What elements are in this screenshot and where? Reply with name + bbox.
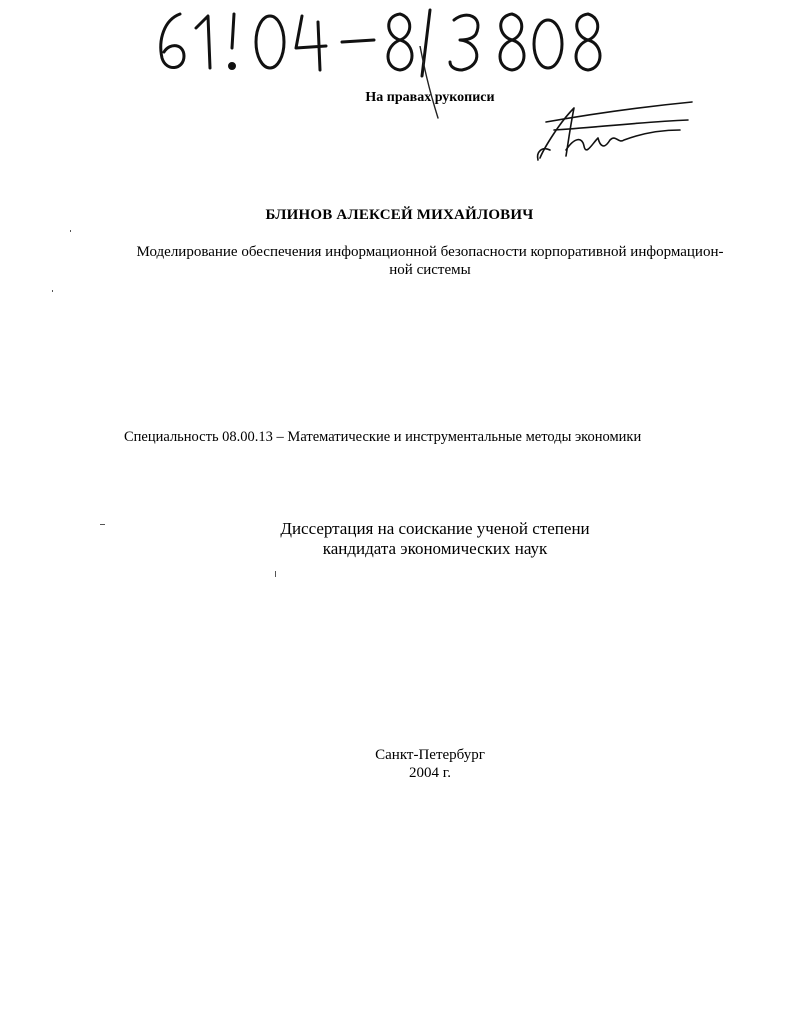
scan-speck	[275, 571, 276, 577]
author-signature	[530, 100, 695, 164]
city-name: Санкт-Петербург	[375, 747, 485, 763]
place-and-year	[300, 746, 560, 782]
author-name: БЛИНОВ АЛЕКСЕЙ МИХАЙЛОВИЧ	[265, 207, 534, 223]
scan-speck	[100, 524, 105, 525]
degree-line-1: Диссертация на соискание ученой степени	[280, 519, 590, 538]
thesis-title	[120, 243, 740, 279]
year: 2004 г.	[409, 765, 451, 781]
specialty-line: Специальность 08.00.13 – Математические и инструментальные методы экономики	[124, 429, 642, 445]
handwritten-archive-code	[150, 6, 610, 78]
degree-statement	[200, 519, 670, 559]
rights-notice: На правах рукописи	[365, 90, 495, 105]
thesis-title-line-2: ной системы	[389, 262, 471, 278]
scan-speck	[52, 290, 53, 292]
pen-stroke-line	[418, 46, 448, 122]
scan-speck	[70, 230, 71, 232]
degree-line-2: кандидата экономических наук	[322, 539, 548, 558]
thesis-title-line-1: Моделирование обеспечения информационной безопасности корпоративной информацион-	[136, 244, 724, 260]
